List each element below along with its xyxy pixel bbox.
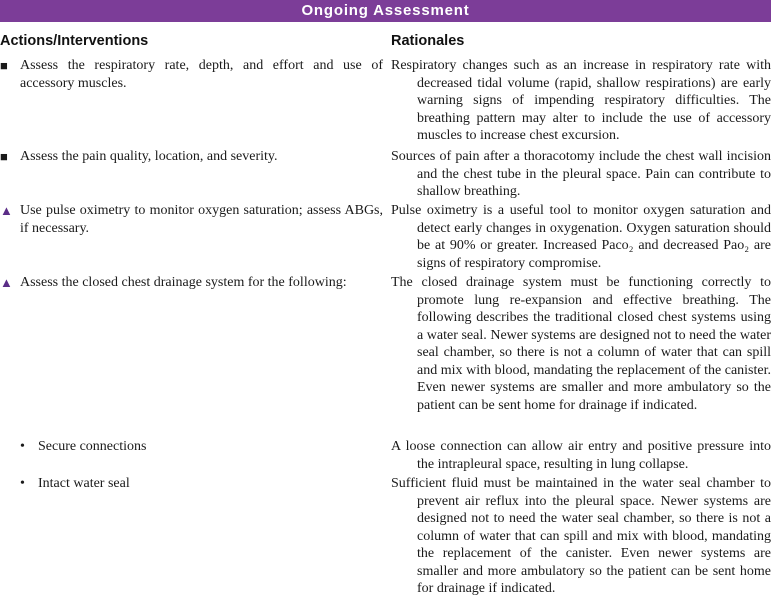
triangle-bullet-icon: ▲ bbox=[0, 203, 13, 218]
rationales-column-header: Rationales bbox=[391, 33, 465, 49]
action-text: Secure connections bbox=[38, 439, 147, 454]
table-row bbox=[0, 274, 771, 438]
column-headers bbox=[0, 33, 771, 49]
action-cell bbox=[0, 148, 391, 166]
action-cell bbox=[0, 57, 391, 92]
dot-bullet-icon: • bbox=[20, 439, 25, 454]
table-row bbox=[0, 57, 771, 148]
table-row bbox=[0, 475, 771, 598]
action-text: Intact water seal bbox=[38, 476, 130, 491]
action-cell bbox=[0, 438, 391, 456]
action-cell bbox=[0, 202, 391, 237]
table-row bbox=[0, 148, 771, 202]
rationale-text: Pulse oximetry is a useful tool to monitor oxygen saturation and detect early changes in oxygenation. Oxygen saturation should be at 90% or greater. Increased Paco₂ and decreased Pao₂ are signs of respiratory compromise. bbox=[391, 203, 771, 271]
action-text: Assess the closed chest drainage system for the following: bbox=[20, 275, 347, 290]
table-row bbox=[0, 438, 771, 475]
rationale-text: Respiratory changes such as an increase in respiratory rate with decreased tidal volume (rapid, shallow respirations) are early warning signs of impending respiratory difficulties. The breathing pattern may alter to include the use of accessory muscles to increase chest excursion. bbox=[391, 58, 771, 143]
rationale-text: Sources of pain after a thoracotomy include the chest wall incision and the chest tube in the pleural space. Pain can contribute to shallow breathing. bbox=[391, 149, 771, 199]
rationale-text: The closed drainage system must be functioning correctly to promote lung re-expansion and effective breathing. The following describes the traditional closed chest systems using a water seal. Newer systems are designed not to need the water seal chamber, so there is not a column of water that can spill and mix with blood, mandating the replacement of the canister. Even newer systems are smaller and more ambulatory so the patient can be sent home for drainage if indicated. bbox=[391, 275, 771, 413]
actions-column-header: Actions/Interventions bbox=[0, 33, 149, 49]
square-bullet-icon: ■ bbox=[0, 58, 8, 73]
action-text: Assess the respiratory rate, depth, and effort and use of accessory muscles. bbox=[20, 58, 383, 91]
square-bullet-icon: ■ bbox=[0, 149, 8, 164]
action-text: Use pulse oximetry to monitor oxygen saturation; assess ABGs, if necessary. bbox=[20, 203, 383, 236]
action-cell bbox=[0, 475, 391, 493]
dot-bullet-icon: • bbox=[20, 476, 25, 491]
assessment-table bbox=[0, 57, 771, 598]
table-row bbox=[0, 202, 771, 274]
rationale-text: Sufficient fluid must be maintained in the water seal chamber to prevent air reflux into the pleural space. Newer systems are designed not to need the water seal chamber, so there is not a column of water that can spill and mix with blood, mandating the replacement of the canister. Even newer systems are smaller and more ambulatory so the patient can be sent home for drainage if indicated. bbox=[391, 476, 771, 596]
action-text: Assess the pain quality, location, and severity. bbox=[20, 149, 278, 164]
section-banner bbox=[0, 0, 771, 22]
action-cell bbox=[0, 274, 391, 292]
rationale-text: A loose connection can allow air entry and positive pressure into the intrapleural space, resulting in lung collapse. bbox=[391, 439, 771, 472]
triangle-bullet-icon: ▲ bbox=[0, 275, 13, 290]
section-banner-title: Ongoing Assessment bbox=[301, 2, 470, 19]
